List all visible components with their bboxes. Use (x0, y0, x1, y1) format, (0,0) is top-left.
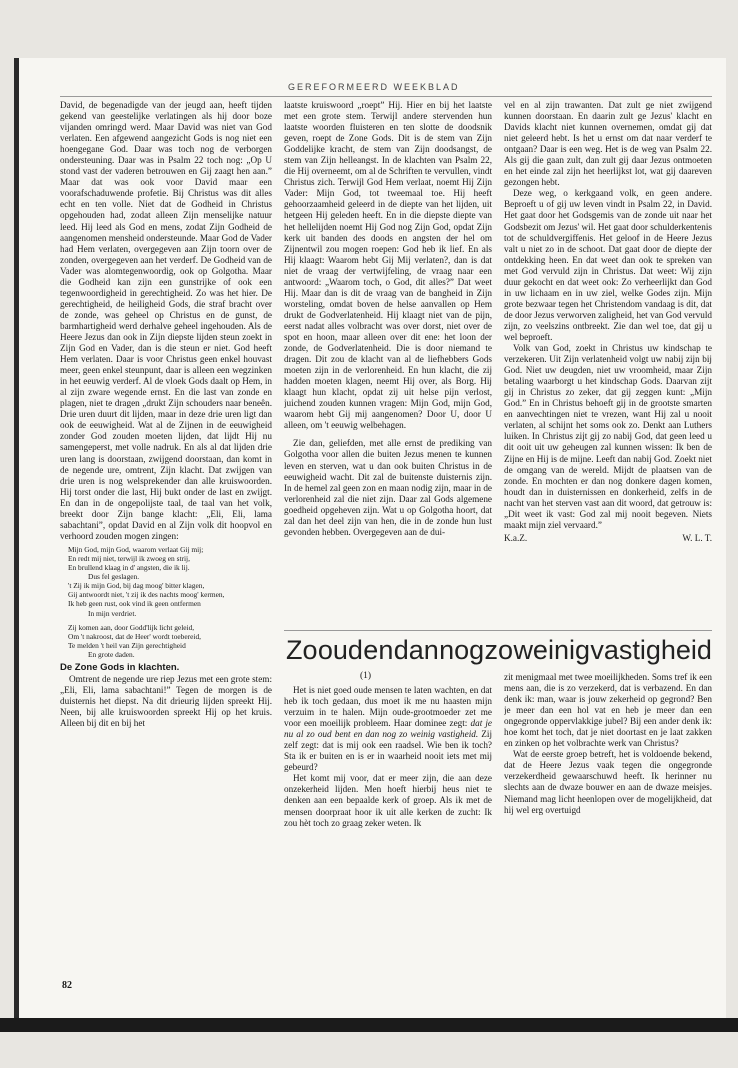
paragraph: Het is niet goed oude mensen te laten wachten, en dat heb ik toch gedaan, dus moet ik me nu haasten mijn verzuim in te halen. Mijn oude-grootmoeder zet me voor een moeilijk probleem. Haar dominee zegt: dat je nu al zo oud bent en dan nog zo weinig vastigheid. Zij zelf zegt: dat is mij ook een raadsel. Wie ben ik toch? Sta ik er buiten en is er in waarheid nooit iets met mij gebeurd? (284, 685, 492, 773)
title-word: dan (393, 635, 439, 665)
paragraph: Deze weg, o kerkgaand volk, en geen andere. Beproeft u of gij uw leven vindt in Psalm 22, in David. Het gaat door het Godsgemis van de zonde uit naar het Godsbezit om Jezus' wil. Het gaat door schulderkentenis tot de schuldvergiffenis. Het geloof in de Heere Jezus valt u niet zo in de schoot. Dat gaat door de diepte der ontdekking heen. En dat weet dan ook te spreken van met God vervuld zijn in Christus. Dat weet: Wij zijn duur gekocht en dat weet ook: Zo verheerlijkt dan God in uw lichaam en in uw ziel, welke Godes zijn. Mijn grote bezwaar tegen het Christendom vandaag is dit, dat de door Jezus verworven zaligheid, het van God vervuld zijn, zo veelszins ontbreekt. Zie dan wel toe, dat gij u wel beproeft. (504, 188, 712, 342)
header-rule (60, 96, 712, 97)
article2-column-2 (504, 672, 712, 935)
paragraph: Het komt mij voor, dat er meer zijn, die aan deze onzekerheid lijden. Men hoeft hierbij heus niet te denken aan een bepaalde kerk of groep. Als ik met de mensen doorpraat hoor ik uit alle kerken de zucht: Ik zou hèt toch zo graag zeker weten. Ik (284, 773, 492, 828)
page-left-edge (14, 58, 19, 1030)
quoted-phrase: dat je nu al zo oud bent en dan nog zo weinig vastigheid. (284, 718, 492, 740)
paragraph: Zie dan, geliefden, met alle ernst de prediking van Golgotha voor allen die buiten Jezus menen te kunnen leven en sterven, wat u dan ook buiten Christus in de eeuwigheid wacht. Dit zal de buitenste duisternis zijn. In de hemel zal geen zon en maan nodig zijn, maar in de verlorenheid zal die niet zijn. Daar zal Gods algemene goedheid opgeheven zijn. Wat u op Golgotha hoort, dat zal dan het deel zijn van hen, die in de zonde hun lust gevonden hebben. Overgegeven aan de dui- (284, 438, 492, 537)
section-heading: De Zone Gods in klachten. (60, 662, 180, 673)
paragraph: zit menigmaal met twee moeilijkheden. Soms tref ik een mens aan, die is zo verzekerd, dat is verbazend. En dan denk ik: man, waar is jouw zekerheid op gegrond? Ben je meer dan een hol vat en heb je meer dan een ongegronde oppervlakkige jubel? Bij een ander denk ik: hoe komt het toch, dat je niet doortast en je laat zakken en zinken op het volbrachte werk van Christus? (504, 672, 712, 749)
paragraph: Omtrent de negende ure riep Jezus met een grote stem: „Eli, Eli, lama sabachtani!” Tegen de morgen is de duisternis het diepst. Na dit drieurig lijden spreekt Hij. Neen, bij alle kruiswoorden spreekt Hij op het kruis. Alleen bij dit en bij het (60, 674, 272, 729)
title-word: vastigheid (590, 635, 712, 665)
title-word: oud (317, 635, 363, 665)
column-3 (504, 100, 712, 626)
poem-line: Gij antwoordt niet, 't zij ik des nachts moog' kermen, (68, 590, 225, 600)
paragraph: Wat de eerste groep betreft, het is voldoende bekend, dat de Heere Jezus vaak tegen die ongegronde verzekerdheid gewaarschuwd heeft. Ik herinner nu slechts aan de dwaze bouwer en aan de dwaze meisjes. Niemand mag licht heenlopen over de mogelijkheid, dat hij wel erg overtuigd (504, 749, 712, 815)
running-header: GEREFORMEERD WEEKBLAD (288, 82, 460, 92)
poem-line: 't Zij ik mijn God, bij dag moog' bitter klagen, (68, 581, 205, 591)
psalm-quote (68, 545, 272, 659)
article-title (286, 633, 712, 667)
title-word: nog (439, 635, 485, 665)
column-2 (284, 100, 492, 626)
poem-line: En grote daden. (88, 649, 135, 659)
article-divider (284, 630, 712, 631)
page-number: 82 (62, 980, 72, 991)
poem-line: Te melden 't heil van Zijn gerechtigheid (68, 640, 186, 650)
poem-line: Mijn God, mijn God, waarom verlaat Gij mij; (68, 544, 204, 554)
title-word: weinig (513, 635, 590, 665)
paragraph: Volk van God, zoekt in Christus uw kindschap te verzekeren. Uit Zijn verlatenheid volgt uw nabij zijn bij God. Niet uw deugden, niet uw vroomheid, maar Zijn betaling waarborgt u het kindschap Gods. Daarvan zijt gij in Christus zo zeker, dat gij zeggen kunt: „Mijn God.” En in Christus behoeft gij in de grootste smarten en aanvechtingen niet te vrezen, want Hij zal u nooit verlaten, al schijnt het soms ook zo. Denkt aan Luthers luiken. In Christus zijt gij zo nabij God, dat geen leed u dit ooit uit uw geheugen zal kunnen wissen: Ik ben de Zijne en Hij is de mijne. Leeft dan nabij God. Zoekt niet de omgang van de wereld. Mijdt de plaatsen van de zonde. En mochten er dan nog donkere dagen komen, houdt dan in duisternissen en donkerheid, zelfs in de nacht van het sterven vast aan dit woord, dat getrouw is: „Dit weet ik vast: God zal mij nooit begeven. Niets maakt mijn ziel vervaard.” (504, 343, 712, 530)
signature-line (504, 533, 712, 544)
poem-line: Om 't nakroost, dat de Heer' wordt toebereid, (68, 631, 201, 641)
poem-line: En brullend klaag in d' angsten, die ik lij. (68, 563, 190, 573)
paragraph: David, de begenadigde van der jeugd aan, heeft tijden gekend van geestelijke verlatingen als hij door boze vijanden omringd werd. Maar David was niet van God verlaten. Een afgewend aangezicht Gods is nog niet een hoengegane God. Daar was toch nog de verborgen ondersteuning. Daar was in Psalm 22 toch nog: „Op U stond vast der vaderen betrouwen en Gij zaagt hen aan.” Maar dat was ook voor David maar een voorafschaduwende profetie. Bij Christus was dit alles echt en ten volle. Niet dat de Godheid in Christus opgehouden had, zodat alleen Zijn menselijke natuur leed. Hij leed als God en mens, zodat Zijn Godheid de aangenomen mensheid ondersteunde. Maar God de Vader had Hem verlaten, overgegeven aan Zijn toorn over de zonden, overgegeven aan het verderf. De Godheid van de Vader was alomtegenwoordig, ook op Golgotha. Maar die Godheid kan zijn een gunstrijke of ook een tegenwoordigheid in gerechtigheid. Zo was het hier. De gerechtigheid, de heiligheid Gods, die straf bracht over de zonde, was geheel op Christus en de gunst, de barmhartigheid werd derhalve geheel ingehouden. Als de Heere Jezus dan ook in Zijn diepste lijden steun zoekt in Zijn God en Vader, dan is die steun er niet. God heeft Hem verlaten. Daar is voor Christus geen enkel houvast meer, geen enkel steunpunt, daar is alleen een wegzinken in het eeuwig verderf. Al de vloek Gods daalt op Hem, in al zijn zware wegende ernst. En die last van zonde en plagen, niet te dragen „drukt Zijn schouders naar beneên. Drie uren duurt dit lijden, maar in deze drie uren ligt dan ook de eeuwigheid. Wat al de Zijnen in de eeuwigheid zonder God zouden moeten lijden, dat lijdt Hij nu samengeperst, met volle nadruk. En als al dat lijden drie uren lang is doorstaan, zwijgend doorstaan, dan komt in de negende ure, omtrent, Zijn klacht. Dat zwijgen van drie uren is nog welsprekender dan alle kruiswoorden. Hij torst onder die last, Hij bukt onder de last en zwijgt. En dan in de ongepolijste taal, de taal van het volk, breekt door Zijn bange klacht: „Eli, Eli, lama sabachtani”, opdat David en al Zijn volk dit hoopvol en verhoord zouden mogen zingen: (60, 100, 272, 541)
paragraph: vel en al zijn trawanten. Dat zult ge niet zwijgend kunnen doorstaan. En daarin zult ge Jezus' klacht en Davids klacht niet kunnen overnemen, omdat gij dat niet geleerd hebt. Is het u ernst om dat naar verderf te ontgaan? Daar is een weg. Het is de weg van Psalm 22. Als gij die gaan zult, dan zult gij daar Jezus ontmoeten en het einde zal zijn het heerlijkst lot, wat gij daareven gezongen hebt. (504, 100, 712, 188)
poem-line: En redt mij niet, terwijl ik zwoeg en strij, (68, 553, 190, 563)
title-word: en (363, 635, 394, 665)
title-word: Zo (286, 635, 318, 665)
article2-column-1 (284, 685, 492, 935)
signature-right: W. L. T. (682, 532, 712, 543)
signature-left: K.a.Z. (504, 532, 528, 543)
scan-bottom-edge (0, 1018, 738, 1032)
poem-line: Zij komen aan, door Godd'lijk licht geleid, (68, 622, 195, 632)
poem-line: Dus fel geslagen. (88, 572, 140, 582)
poem-line: In mijn verdriet. (88, 608, 137, 618)
column-1 (60, 100, 272, 935)
paragraph: laatste kruiswoord „roept” Hij. Hier en bij het laatste met een grote stem. Terwijl andere stervenden hun laatste woorden fluisteren en ten slotte de doodsnik geven, roept de Zone Gods. Dit is de stem van Zijn Goddelijke kracht, de stem van Zijn doodsangst, de stem van Zijn helleangst. In de klachten van Psalm 22, die Hij overneemt, om al de Schriften te vervullen, vindt Christus zich. Terwijl God Hem verlaat, noemt Hij Zijn Vader: Mijn God, tot tweemaal toe. Hij heeft gehoorzaamheid geleerd in de diepte van het lijden, uit hetgeen Hij geleden heeft. En in die diepste diepte van het hellelijden noemt Hij God nog Zijn God, opdat Zijn kerk uit banden des doods en angsten der hel om Zijnentwil zou mogen roepen: God heb ik lief. En als Hij klaagt: Waarom hebt Gij Mij verlaten?, dan is dat niet de vraag der vertwijfeling, de vraag naar een antwoord: „Waarom toch, o God, dit alles?” Dat weet Hij. Maar dan is dit de vraag van de bangheid in Zijn worsteling, omdat boven de helse aanvallen op Hem drukt de Godverlatenheid. Hij klaagt niet van de pijn, eerst nadat alles volbracht was over dorst, niet over de spot en hoon, maar alleen over dit ene: het loon der zonde, de Godverlatenheid. Die is door niemand te dragen. Dit zou de klacht van al de liefhebbers Gods moeten zijn in de verlorenheid. En hun klacht, die zij hadden moeten klagen, neemt Hij over, als Borg. Hij klaagt hun klacht, opdat zij uit helse pijn verlost, juichend zouden kunnen vragen: Mijn God, mijn God, waarom hebt Gij mij aangenomen? Door U, door U alleen, om 't eeuwig welbehagen. (284, 100, 492, 431)
title-word: zo (484, 635, 514, 665)
poem-line: Ik heb geen rust, ook vind ik geen ontfermen (68, 599, 201, 609)
article-number: (1) (360, 671, 372, 681)
